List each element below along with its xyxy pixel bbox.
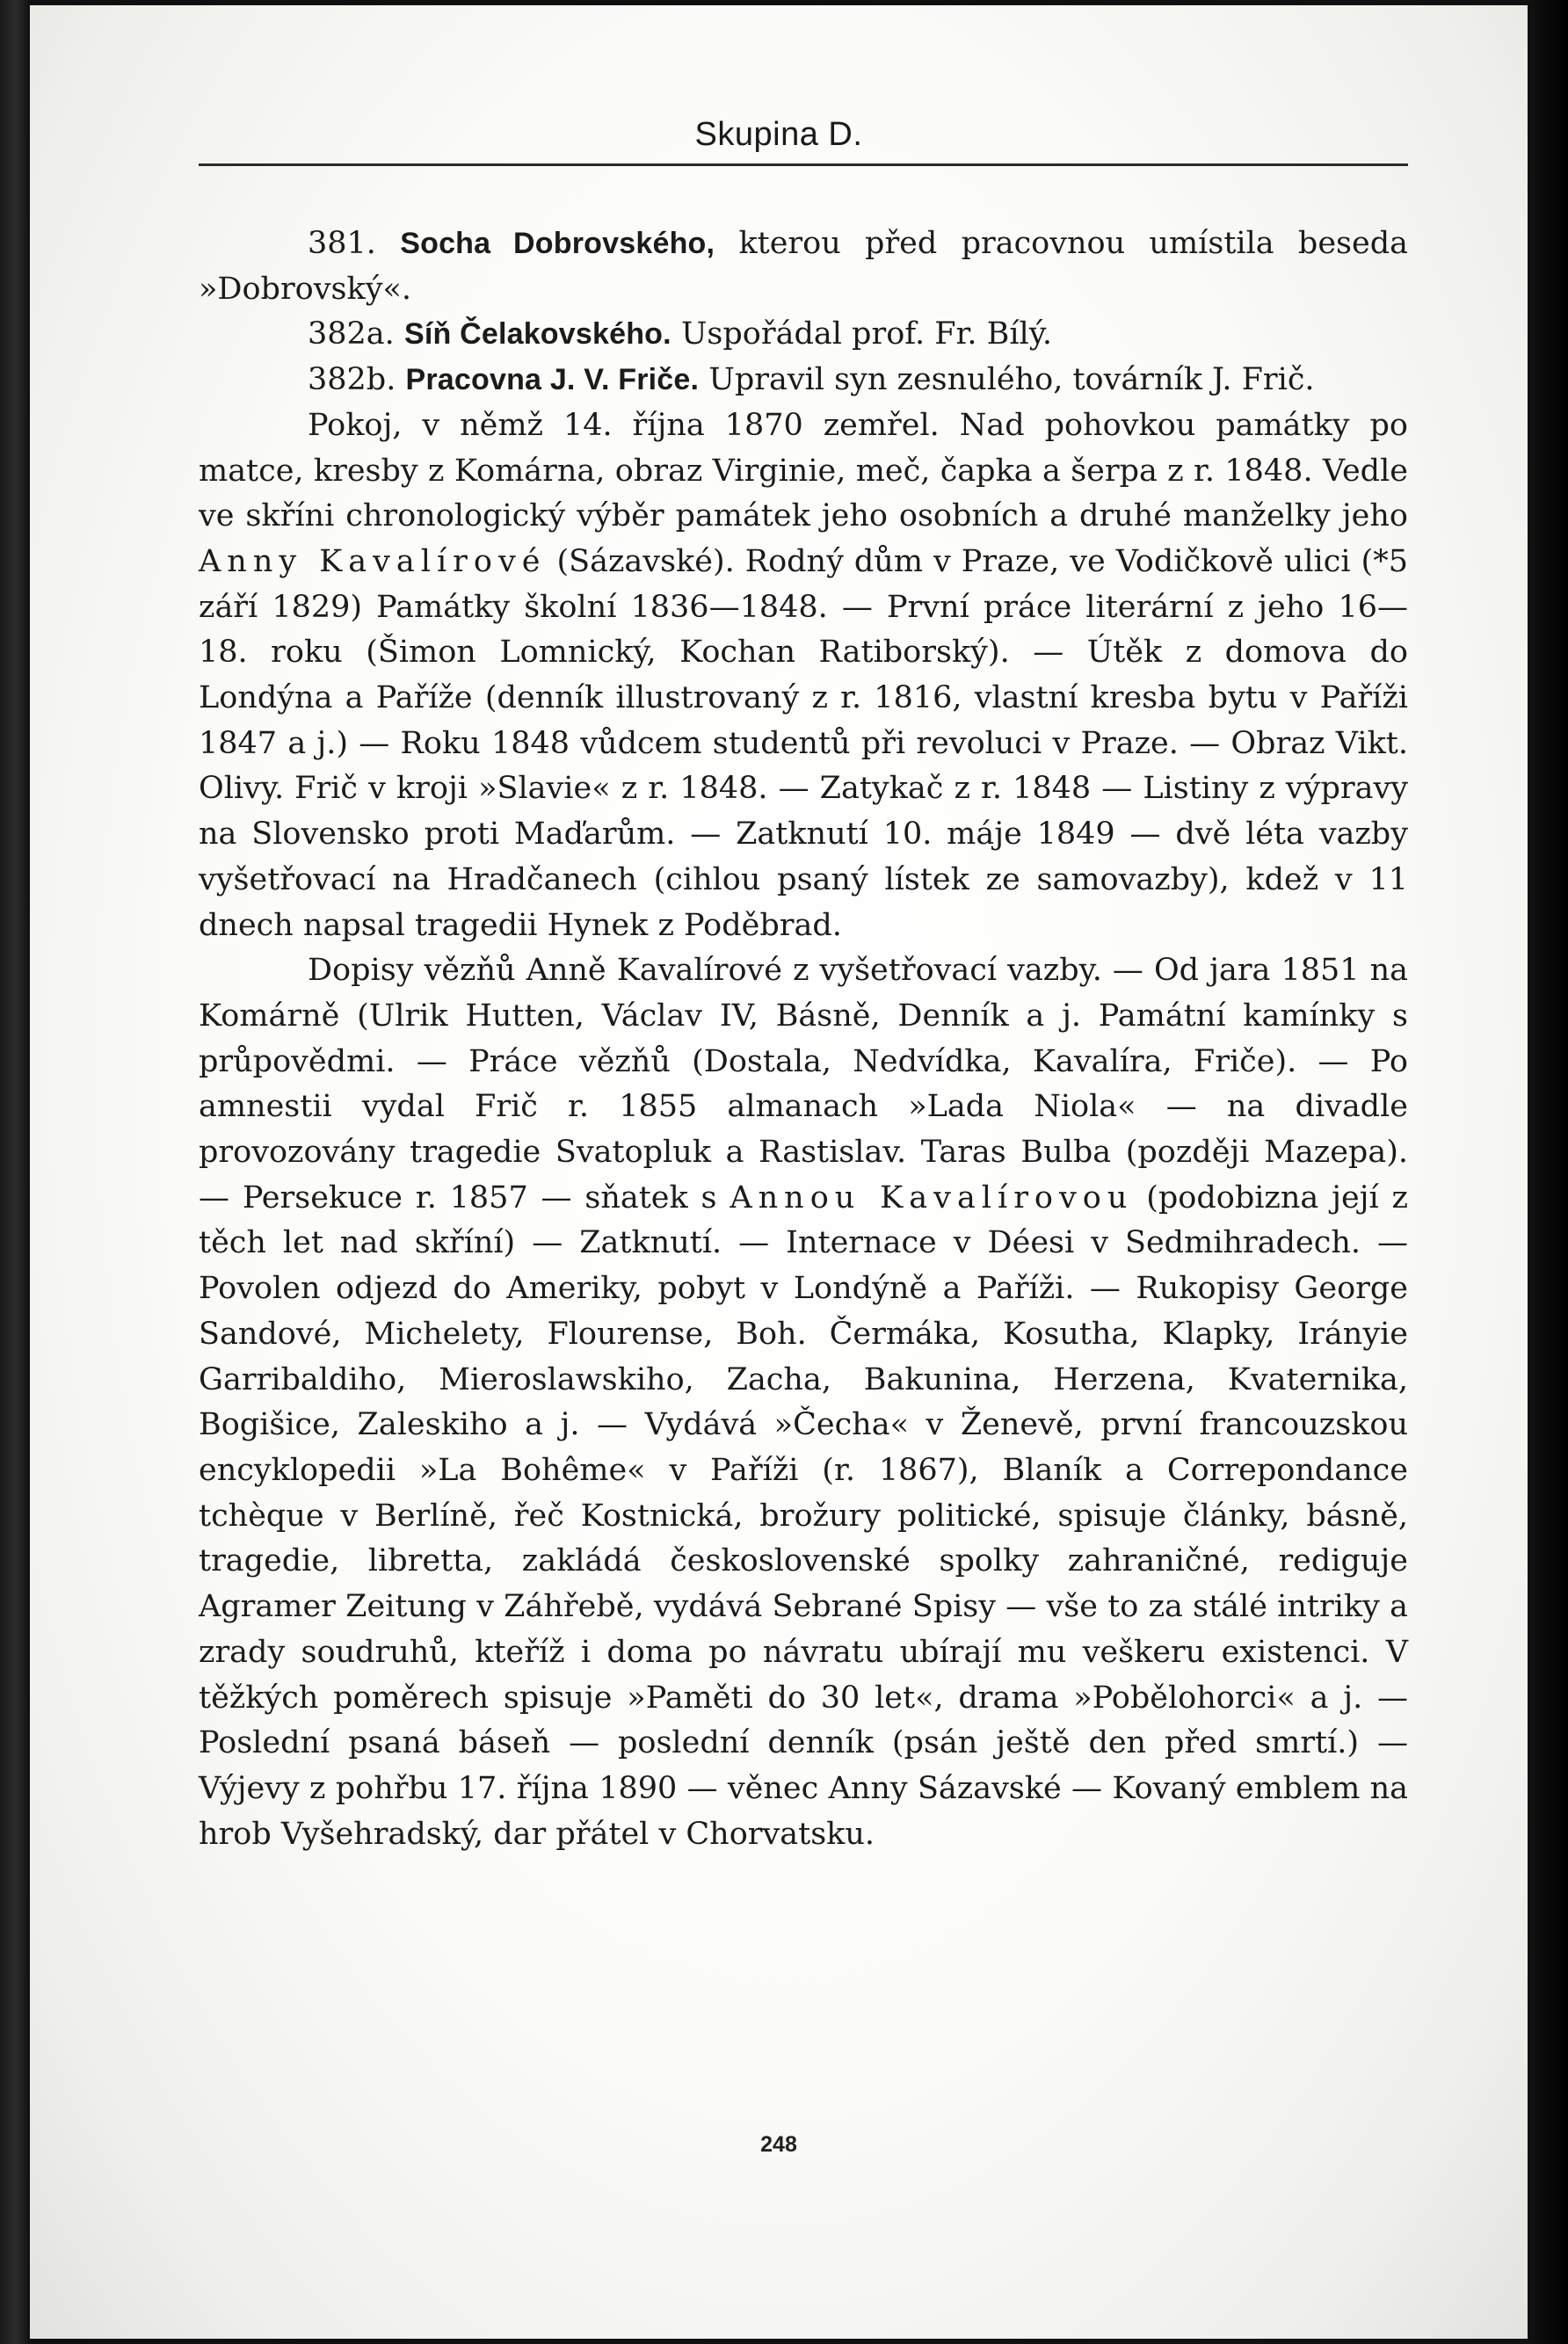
entry-381 bbox=[199, 221, 1408, 312]
paragraph-text: Dopisy vězňů Anně Kavalírové z vyšetřovací vazby. — Od jara 1851 na Komárně (Ulrik Hutten, Václav IV, Básně, Denník a j. Památní kamínky s průpovědmi. — Práce vězňů (Dostala, Nedvídka, Kavalíra, Friče). — Po amnestii vydal Frič r. 1855 almanach »Lada Niola« — na divadle provozovány tragedie Svatopluk a Rastislav. Taras Bulba (později Mazepa). — Persekuce r. 1857 — sňatek s bbox=[199, 953, 1408, 1216]
page-body bbox=[199, 221, 1408, 1857]
page-number: 248 bbox=[760, 2132, 797, 2157]
entry-number: 382a. bbox=[308, 316, 395, 352]
paragraph-dopisy bbox=[199, 948, 1408, 1857]
spaced-name: Annou Kavalírovou bbox=[730, 1179, 1134, 1216]
entry-number: 381. bbox=[308, 226, 376, 261]
header-rule bbox=[199, 163, 1408, 166]
spaced-name: Anny Kavalírové bbox=[199, 543, 547, 579]
entry-number: 382b. bbox=[308, 362, 396, 398]
entry-title: Socha Dobrovského, bbox=[400, 227, 715, 260]
entry-title: Síň Čelakovského. bbox=[403, 317, 671, 352]
running-header: Skupina D. bbox=[694, 116, 863, 153]
book-page bbox=[30, 5, 1528, 2339]
paragraph-text: (Sázavské). Rodný dům v Praze, ve Vodičkově ulici (*5 září 1829) Památky školní 1836—1848. — První práce literární z jeho 16—18. roku (Šimon Lomnický, Kochan Ratiborský). — Útěk z domova do Londýna a Paříže (denník illustrovaný z r. 1816, vlastní kresba bytu v Paříži 1847 a j.) — Roku 1848 vůdcem studentů při revoluci v Praze. — Obraz Vikt. Olivy. Frič v kroji »Slavie« z r. 1848. — Zatykač z r. 1848 — Listiny z výpravy na Slovensko proti Maďarům. — Zatknutí 10. máje 1849 — dvě léta vazby vyšetřovací na Hradčanech (cihlou psaný lístek ze samovazby), kdež v 11 dnech napsal tragedii Hynek z Poděbrad. bbox=[199, 543, 1408, 943]
entry-382b bbox=[199, 358, 1408, 403]
entry-text: kterou před pracovnou umístila beseda »Dobrovský«. bbox=[199, 226, 1408, 307]
paragraph-text: Pokoj, v němž 14. října 1870 zemřel. Nad pohovkou památky po matce, kresby z Komárna, obraz Virginie, meč, čapka a šerpa z r. 1848. Vedle ve skříni chronologický výběr památek jeho osobních a druhé manželky jeho bbox=[199, 407, 1408, 534]
entry-title: Pracovna J. V. Friče. bbox=[405, 363, 700, 397]
entry-text: Uspořádal prof. Fr. Bílý. bbox=[680, 316, 1053, 352]
entry-text: Upravil syn zesnulého, továrník J. Frič. bbox=[708, 362, 1315, 398]
paragraph-text: (podobizna její z těch let nad skříní) — Zatknutí. — Internace v Déesi v Sedmihradech. — Povolen odjezd do Ameriky, pobyt v Londýně a Paříži. — Rukopisy George Sandové, Michelety, Flourense, Boh. Čermáka, Kosutha, Klapky, Irányie Garribaldiho, Mieroslawskiho, Zacha, Bakunina, Herzena, Kvaternika, Bogišice, Zaleskiho a j. — Vydává »Čecha« v Ženevě, první francouzskou encyklopedii »La Bohême« v Paříži (r. 1867), Blaník a Correpondance tchèque v Berlíně, řeč Kostnická, brožury politické, spisuje články, básně, tragedie, libretta, zakládá československé spolky zahraničné, rediguje Agramer Zeitung v Záhřebě, vydává Sebrané Spisy — vše to za stálé intriky a zrady soudruhů, kteříž i doma po návratu ubírají mu veškeru existenci. V těžkých poměrech spisuje »Paměti do 30 let«, drama »Pobělohorci« a j. — Poslední psaná báseň — poslední denník (psán ještě den před smrtí.) — Výjevy z pohřbu 17. října 1890 — věnec Anny Sázavské — Kovaný emblem na hrob Vyšehradský, dar přátel v Chorvatsku. bbox=[199, 1179, 1408, 1852]
paragraph-pokoj bbox=[199, 403, 1408, 948]
entry-382a bbox=[199, 312, 1408, 358]
